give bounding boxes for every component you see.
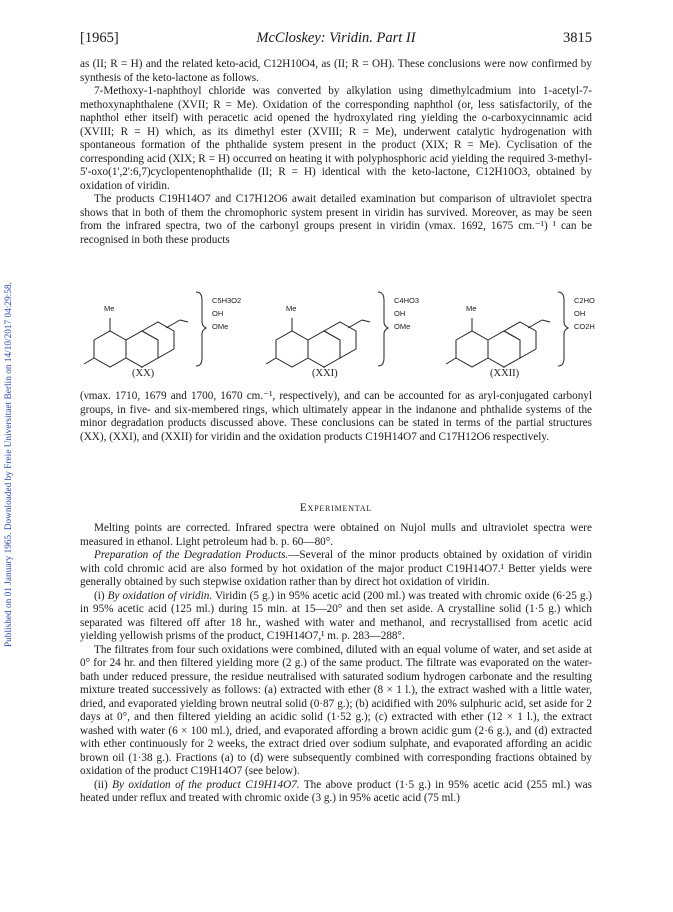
- oxidation-viridin-paragraph: [80, 590, 592, 644]
- structure-xxii-fragment-2: OH: [574, 309, 586, 318]
- preparation-text: —Several of the minor products obtained by oxidation of viridin with cold chromic acid are also formed by hot oxidation of the major product C19H14O7.¹ Better yields were generally obtained by such stepwise oxidation rather than by direct hot oxidation of viridin.: [80, 549, 592, 588]
- header-year: [1965]: [80, 30, 119, 46]
- page-number: 3815: [563, 30, 592, 46]
- oxidation-viridin-prefix: (i): [94, 589, 108, 602]
- structure-xx-label: (XX): [132, 368, 155, 379]
- structure-xxi-fragment-2: OH: [394, 309, 406, 318]
- oxidation-viridin-text: Viridin (5 g.) in 95% acetic acid (200 ml.) was treated with chromic oxide (6·25 g.) in 95% acetic acid (125 ml.) during 15 min. at 15—20° and then set aside. A crystalline solid (1·5 g.) which separated was filtered off after 18 hr., washed with water and methanol, and recrystallised from acetic acid yielding yellowish prisms of the product, C19H14O7,¹ m. p. 283—288°.: [80, 589, 593, 642]
- structure-xxi-fragment-3: OMe: [394, 322, 411, 331]
- structure-xx-fragment-2: OH: [212, 309, 224, 318]
- structure-xxi-label: (XXI): [312, 368, 338, 379]
- intro-paragraph-3: The products C19H14O7 and C17H12O6 await detailed examination but comparison of ultraviolet spectra shows that in both of them the chromophoric system present in viridin has survived. Moreover, as may be seen from the infrared spectra, two of the carbonyl groups present in viridin (νmax. 1692, 1675 cm.⁻¹) ¹ can be recognised in both these products: [80, 193, 592, 246]
- structure-xxi-methyl: Me: [286, 304, 297, 313]
- structure-xx-drawing: [84, 292, 206, 368]
- page-header: [80, 30, 592, 50]
- structure-xxii-fragment-3: CO2H: [574, 322, 595, 331]
- structure-xxii-label: (XXII): [490, 368, 520, 379]
- experimental-heading: Experimental: [299, 502, 373, 514]
- download-sidebar-note: Published on 01 January 1965. Downloaded by Freie Universitaet Berlin on 14/10/2017 04:29:58.: [3, 282, 13, 648]
- structure-xxii-fragments: [574, 294, 595, 333]
- structure-xxi-drawing: [266, 292, 388, 368]
- oxidation-product-paragraph: [80, 779, 592, 806]
- structure-xxi-fragments: [394, 294, 419, 333]
- intro-paragraph-2: 7-Methoxy-1-naphthoyl chloride was converted by alkylation using dimethylcadmium into 1-acetyl-7-methoxynaphthalene (XVII; R = Me). Oxidation of the corresponding naphthol (or, less satisfactorily, of the naphthol ether itself) with peracetic acid opened the hydroxylated ring yielding the o-carboxycinnamic acid (XVIII; R = H) which, as its dimethyl ester (XVIII; R = Me), underwent catalytic hydrogenation with spontaneous formation of the phthalide system present in the product (XIX; R = Me). Cyclisation of the corresponding acid (XIX; R = H) occurred on heating it with polyphosphoric acid yielding the required 3-methyl-5'-oxo(1',2':6,7)cyclopentenophthalide (II; R = H) identical with the keto-lactone, C12H10O3, obtained by oxidation of viridin.: [80, 85, 592, 192]
- structure-discussion: [80, 390, 592, 444]
- structure-xxii-fragment-1: C2HO: [574, 296, 595, 305]
- experimental-text: [80, 522, 592, 806]
- structure-figures: [80, 282, 595, 386]
- oxidation-product-heading: By oxidation of the product C19H14O7.: [112, 778, 300, 791]
- preparation-paragraph: [80, 549, 592, 590]
- running-title: McCloskey: Viridin. Part II: [256, 30, 416, 46]
- experimental-general-paragraph: Melting points are corrected. Infrared spectra were obtained on Nujol mulls and ultraviolet spectra were measured in ethanol. Light petroleum had b. p. 60—80°.: [80, 522, 592, 548]
- preparation-heading: Preparation of the Degradation Products.: [94, 549, 289, 561]
- structure-drawings: [80, 282, 592, 368]
- structure-xx-methyl: Me: [104, 304, 115, 313]
- oxidation-viridin-heading: By oxidation of viridin.: [107, 589, 213, 602]
- intro-paragraph-1: as (II; R = H) and the related keto-acid, C12H10O4, as (II; R = OH). These conclusions were now confirmed by synthesis of the keto-lactone as follows.: [80, 58, 592, 84]
- structure-discussion-paragraph: (νmax. 1710, 1679 and 1700, 1670 cm.⁻¹, respectively), and can be accounted for as aryl-conjugated carbonyl groups, in five- and six-membered rings, which ultimately appear in the indanone and phthalide systems of the minor degradation products discussed above. These conclusions can be stated in terms of the partial structures (XX), (XXI), and (XXII) for viridin and the oxidation products C19H14O7 and C17H12O6 respectively.: [80, 390, 592, 443]
- filtrates-paragraph: The filtrates from four such oxidations were combined, diluted with an equal volume of water, and set aside at 0° for 24 hr. and then filtered yielding more (2 g.) of the same product. The filtrate was evaporated on the water-bath under reduced pressure, the residue neutralised with saturated sodium hydrogen carbonate and the resulting mixture treated successively as follows: (a) extracted with ether (8 × 1 l.), the extract washed with a little water, dried, and evaporated yielding brown neutral solid (0·87 g.); (b) acidified with 20% sulphuric acid, set aside for 2 days at 0°, and then filtered yielding an acidic solid (1·52 g.); (c) extracted with ether (12 × 1 l.), the extract washed with water (6 × 100 ml.), dried, and evaporated affording a brown acidic gum (2·6 g.), and (d) extracted with ether continuously for 2 weeks, the extract dried over sodium sulphate, and evaporated affording an acidic brown oil (1·38 g.). Fractions (a) to (d) were subsequently combined with corresponding fractions obtained by oxidation of the product C19H14O7 (see below).: [80, 643, 592, 777]
- oxidation-product-text: The above product (1·5 g.) in 95% acetic acid (255 ml.) was heated under reflux and treated with chromic oxide (3 g.) in 95% acetic acid (75 ml.): [80, 778, 593, 804]
- structure-xxi-fragment-1: C4HO3: [394, 296, 420, 305]
- oxidation-product-prefix: (ii): [94, 778, 113, 791]
- structure-xx-fragment-3: OMe: [212, 322, 229, 331]
- intro-text: [80, 58, 592, 247]
- structure-xx-fragments: [212, 294, 241, 333]
- structure-xxii-methyl: Me: [466, 304, 477, 313]
- structure-xxii-drawing: [446, 292, 568, 368]
- structure-xx-fragment-1: C5H3O2: [212, 296, 242, 305]
